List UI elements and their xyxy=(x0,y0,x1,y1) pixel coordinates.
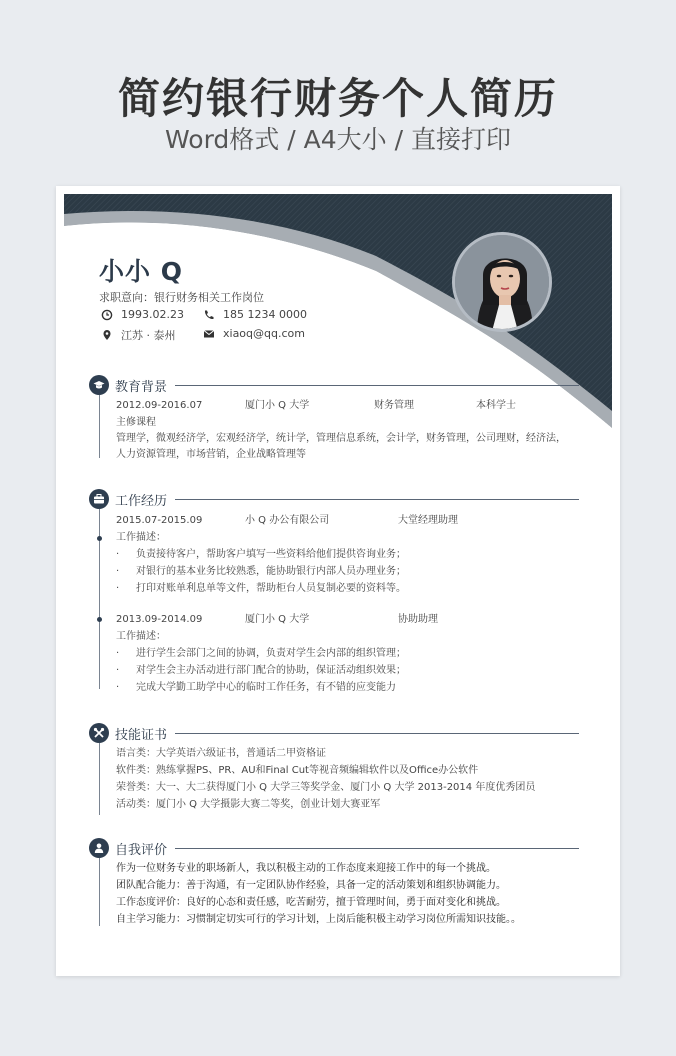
skills-section-header xyxy=(89,723,579,743)
courses-label: 主修课程 xyxy=(116,417,156,428)
email-address: xiaoq@qq.com xyxy=(203,327,305,340)
work-title: 工作经历 xyxy=(115,493,168,509)
work-section-header xyxy=(89,489,579,509)
job-company: 小 Q 办公有限公司 xyxy=(245,515,330,526)
education-title: 教育背景 xyxy=(115,379,168,395)
timeline-dot xyxy=(97,536,102,541)
courses-line: 管理学，微观经济学，宏观经济学，统计学，管理信息系统，会计学，财务管理，公司理财，经济法， xyxy=(116,433,566,444)
courses-line: 人力资源管理，市场营销，企业战略管理等 xyxy=(116,449,306,460)
job-bullet: · 负责接待客户，帮助客户填写一些资料给他们提供咨询业务； xyxy=(116,549,406,560)
location-icon xyxy=(101,329,113,341)
job-desc-label: 工作描述： xyxy=(116,631,166,642)
job-bullet: · 完成大学勤工助学中心的临时工作任务，有不错的应变能力 xyxy=(116,682,396,693)
divider xyxy=(175,499,579,500)
skill-line: 软件类：熟练掌握PS、PR、AU和Final Cut等视音频编辑软件以及Office办公软件 xyxy=(116,765,479,776)
profile-photo xyxy=(452,232,552,332)
mail-icon xyxy=(203,328,215,340)
self-eval-title: 自我评价 xyxy=(115,842,168,858)
birth-date: 1993.02.23 xyxy=(101,308,184,321)
self-eval-line: 团队配合能力：善于沟通，有一定团队协作经验，具备一定的活动策划和组织协调能力。 xyxy=(116,880,506,891)
person-icon xyxy=(89,838,109,858)
job-role: 大堂经理助理 xyxy=(398,515,458,526)
job-desc-label: 工作描述： xyxy=(116,532,166,543)
divider xyxy=(175,733,579,734)
location: 江苏 · 泰州 xyxy=(101,327,176,343)
timeline-line xyxy=(99,395,100,458)
skills-title: 技能证书 xyxy=(115,727,168,743)
education-major: 财务管理 xyxy=(374,400,414,411)
self-eval-section-header xyxy=(89,838,579,858)
education-degree: 本科学士 xyxy=(476,400,516,411)
job-period: 2013.09-2014.09 xyxy=(116,614,203,625)
self-eval-line: 作为一位财务专业的职场新人，我以积极主动的工作态度来迎接工作中的每一个挑战。 xyxy=(116,863,496,874)
phone-icon xyxy=(203,309,215,321)
skill-line: 荣誉类：大一、大二获得厦门小 Q 大学三等奖学金、厦门小 Q 大学 2013-2014 年度优秀团员 xyxy=(116,782,536,793)
timeline-line xyxy=(99,858,100,926)
phone-number: 185 1234 0000 xyxy=(203,308,307,321)
job-role: 协助助理 xyxy=(398,614,438,625)
divider xyxy=(175,848,579,849)
job-period: 2015.07-2015.09 xyxy=(116,515,203,526)
tools-icon xyxy=(89,723,109,743)
applicant-name: 小小 Q xyxy=(99,257,183,286)
graduation-cap-icon xyxy=(89,375,109,395)
banner-subtitle: Word格式 / A4大小 / 直接打印 xyxy=(165,125,511,154)
resume-page xyxy=(56,186,620,976)
job-bullet: · 对银行的基本业务比较熟悉，能协助银行内部人员办理业务； xyxy=(116,566,406,577)
education-period: 2012.09-2016.07 xyxy=(116,400,203,411)
skill-line: 语言类：大学英语六级证书，普通话二甲资格证 xyxy=(116,748,326,759)
education-section-header xyxy=(89,375,579,395)
clock-icon xyxy=(101,309,113,321)
banner-title: 简约银行财务个人简历 xyxy=(117,74,558,123)
self-eval-line: 工作态度评价：良好的心态和责任感，吃苦耐劳，擅于管理时间，勇于面对变化和挑战。 xyxy=(116,897,506,908)
timeline-dot xyxy=(97,617,102,622)
divider xyxy=(175,385,579,386)
skill-line: 活动类：厦门小 Q 大学摄影大赛二等奖，创业计划大赛亚军 xyxy=(116,799,381,810)
job-bullet: · 打印对账单利息单等文件，帮助柜台人员复制必要的资料等。 xyxy=(116,583,406,594)
job-bullet: · 进行学生会部门之间的协调，负责对学生会内部的组织管理； xyxy=(116,648,406,659)
job-company: 厦门小 Q 大学 xyxy=(245,614,310,625)
education-school: 厦门小 Q 大学 xyxy=(245,400,310,411)
self-eval-line: 自主学习能力：习惯制定切实可行的学习计划，上岗后能积极主动学习岗位所需知识技能。。 xyxy=(116,914,521,925)
briefcase-icon xyxy=(89,489,109,509)
job-bullet: · 对学生会主办活动进行部门配合的协助，保证活动组织效果； xyxy=(116,665,406,676)
job-intent: 求职意向：银行财务相关工作岗位 xyxy=(99,291,264,304)
timeline-line xyxy=(99,743,100,815)
